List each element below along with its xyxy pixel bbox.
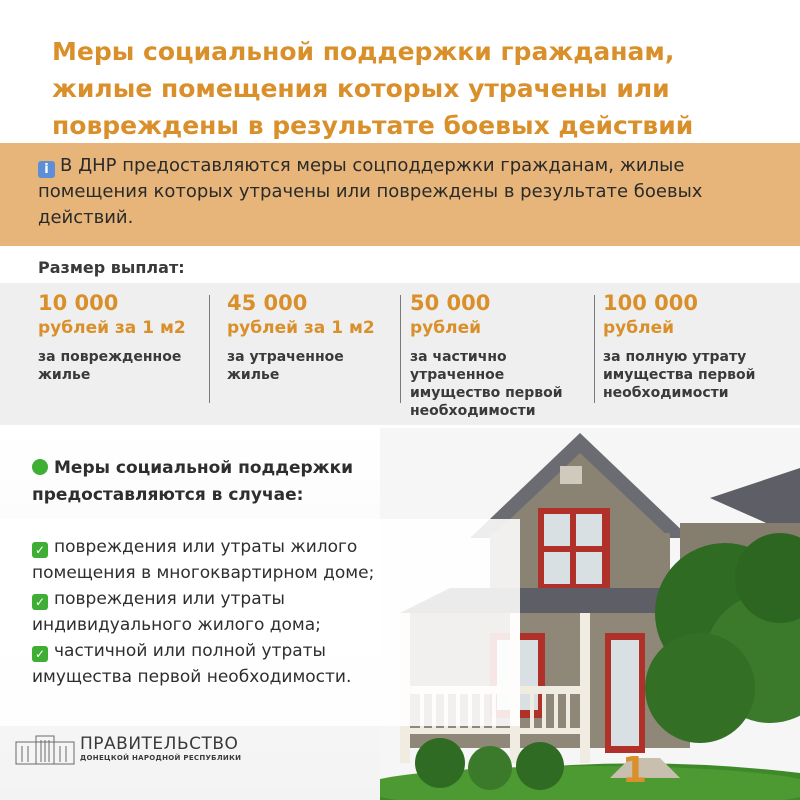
payment-item bbox=[410, 290, 590, 420]
payment-desc: за частично утраченное имущество первой необходимости bbox=[410, 349, 563, 419]
case-text: повреждения или утраты жилого помещения в многоквартирном доме; bbox=[32, 537, 375, 583]
list-item bbox=[32, 534, 422, 586]
payment-divider bbox=[594, 295, 595, 403]
cases-list bbox=[32, 534, 422, 690]
info-text-block bbox=[38, 153, 768, 231]
payment-item bbox=[38, 290, 208, 384]
payment-amount: 100 000 bbox=[603, 291, 698, 315]
payment-amount: 10 000 bbox=[38, 291, 119, 315]
payment-desc: за полную утрату имущества первой необходимости bbox=[603, 349, 756, 401]
logo-subtitle: ДОНЕЦКОЙ НАРОДНОЙ РЕСПУБЛИКИ bbox=[80, 754, 242, 762]
list-item bbox=[32, 586, 422, 638]
info-icon: i bbox=[38, 161, 55, 178]
payment-divider bbox=[400, 295, 401, 403]
payment-amount: 45 000 bbox=[227, 291, 308, 315]
payment-amount: 50 000 bbox=[410, 291, 491, 315]
page-number: 1 bbox=[622, 750, 648, 791]
payment-unit: рублей за 1 м2 bbox=[227, 318, 375, 338]
info-text: В ДНР предоставляются меры соцподдержки гражданам, жилые помещения которых утрачены или повреждены в результате боевых действий. bbox=[38, 155, 703, 228]
logo-title: ПРАВИТЕЛЬСТВО bbox=[80, 734, 239, 754]
support-title: Меры социальной поддержки предоставляются в случае: bbox=[32, 458, 354, 505]
payment-desc: за утраченное жилье bbox=[227, 349, 344, 383]
payment-desc: за поврежденное жилье bbox=[38, 349, 182, 383]
payment-unit: рублей за 1 м2 bbox=[38, 318, 186, 338]
checkmark-icon: ✓ bbox=[32, 542, 48, 558]
checkmark-icon: ✓ bbox=[32, 594, 48, 610]
checkmark-icon: ✓ bbox=[32, 646, 48, 662]
page-title: Меры социальной поддержки гражданам, жилые помещения которых утрачены или повреждены в результате боевых действий bbox=[52, 37, 694, 140]
payments-title: Размер выплат: bbox=[38, 258, 185, 277]
payment-unit: рублей bbox=[410, 318, 482, 338]
case-text: повреждения или утраты индивидуального жилого дома; bbox=[32, 589, 321, 635]
payment-item bbox=[227, 290, 397, 384]
payment-divider bbox=[209, 295, 210, 403]
support-title-block bbox=[32, 455, 412, 509]
green-circle-icon bbox=[32, 459, 48, 475]
payment-unit: рублей bbox=[603, 318, 675, 338]
payment-item bbox=[603, 290, 783, 402]
case-text: частичной или полной утраты имущества первой необходимости. bbox=[32, 641, 352, 687]
list-item bbox=[32, 638, 422, 690]
